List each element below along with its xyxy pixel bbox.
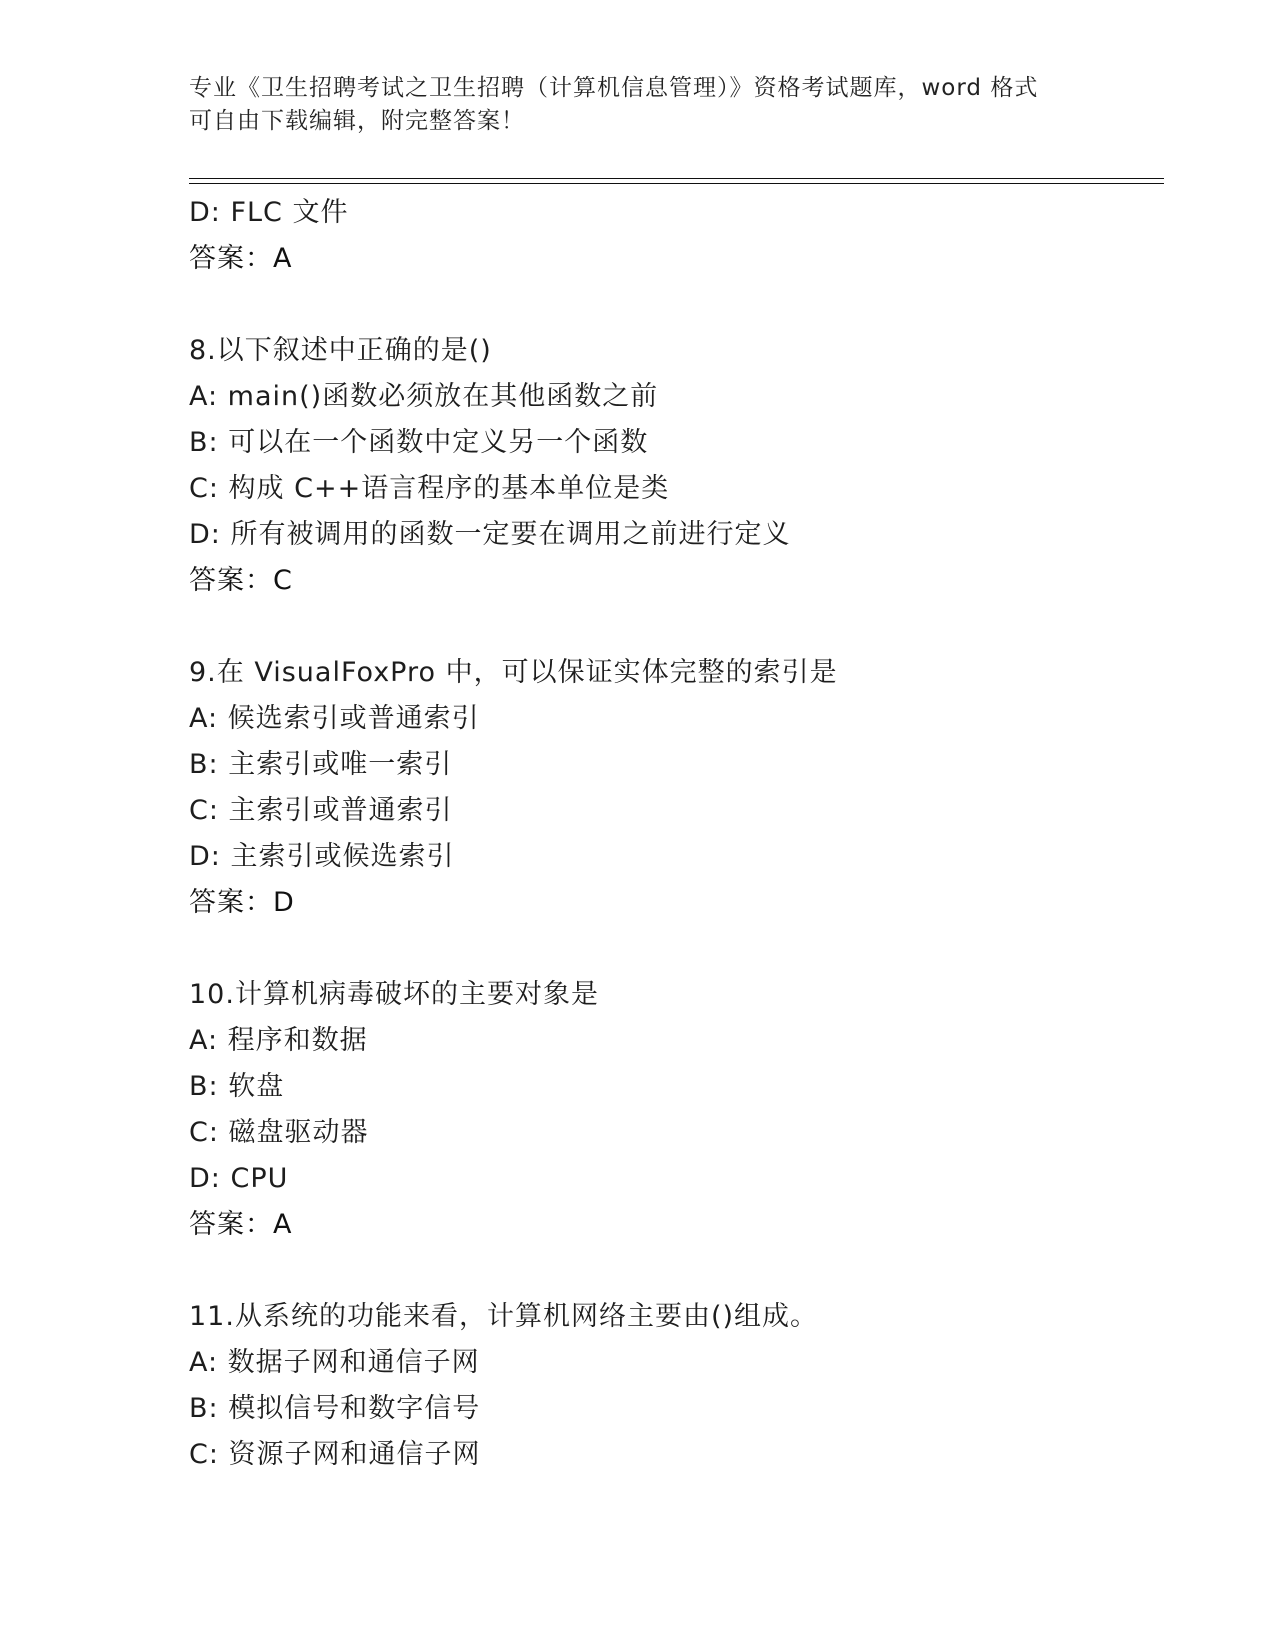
option-d: D: 所有被调用的函数一定要在调用之前进行定义 [189, 519, 791, 550]
option-b: B: 模拟信号和数字信号 [189, 1393, 481, 1424]
question-block-10 [189, 972, 1189, 1248]
option-a: A: main()函数必须放在其他函数之前 [189, 381, 659, 412]
header-divider-top [189, 178, 1164, 179]
option-b: B: 软盘 [189, 1071, 285, 1102]
option-b: B: 主索引或唯一索引 [189, 749, 453, 780]
option-d: D: CPU [189, 1163, 289, 1194]
header-line-2: 可自由下载编辑，附完整答案！ [189, 108, 525, 134]
question-title: 10.计算机病毒破坏的主要对象是 [189, 979, 599, 1010]
option-c: C: 资源子网和通信子网 [189, 1439, 481, 1470]
option-d: D: FLC 文件 [189, 197, 349, 228]
spacer [189, 282, 1189, 328]
header-divider-bottom [189, 183, 1164, 184]
option-a: A: 程序和数据 [189, 1025, 368, 1056]
question-title: 11.从系统的功能来看，计算机网络主要由()组成。 [189, 1301, 819, 1332]
answer-line: 答案：A [189, 243, 293, 274]
question-block-8 [189, 328, 1189, 604]
question-block-9 [189, 650, 1189, 926]
question-title: 8.以下叙述中正确的是() [189, 335, 492, 366]
answer-line: 答案：C [189, 565, 293, 596]
option-c: C: 磁盘驱动器 [189, 1117, 369, 1148]
answer-line: 答案：A [189, 1209, 293, 1240]
header-line-1: 专业《卫生招聘考试之卫生招聘（计算机信息管理）》资格考试题库，word 格式 [189, 75, 1039, 101]
spacer [189, 604, 1189, 650]
option-b: B: 可以在一个函数中定义另一个函数 [189, 427, 649, 458]
question-list [189, 190, 1189, 1478]
spacer [189, 1248, 1189, 1294]
option-c: C: 构成 C++语言程序的基本单位是类 [189, 473, 670, 504]
option-d: D: 主索引或候选索引 [189, 841, 455, 872]
answer-line: 答案：D [189, 887, 295, 918]
document-header [189, 72, 1089, 138]
question-title: 9.在 VisualFoxPro 中，可以保证实体完整的索引是 [189, 657, 838, 688]
option-a: A: 数据子网和通信子网 [189, 1347, 480, 1378]
spacer [189, 926, 1189, 972]
question-block-11 [189, 1294, 1189, 1478]
option-c: C: 主索引或普通索引 [189, 795, 453, 826]
option-a: A: 候选索引或普通索引 [189, 703, 480, 734]
